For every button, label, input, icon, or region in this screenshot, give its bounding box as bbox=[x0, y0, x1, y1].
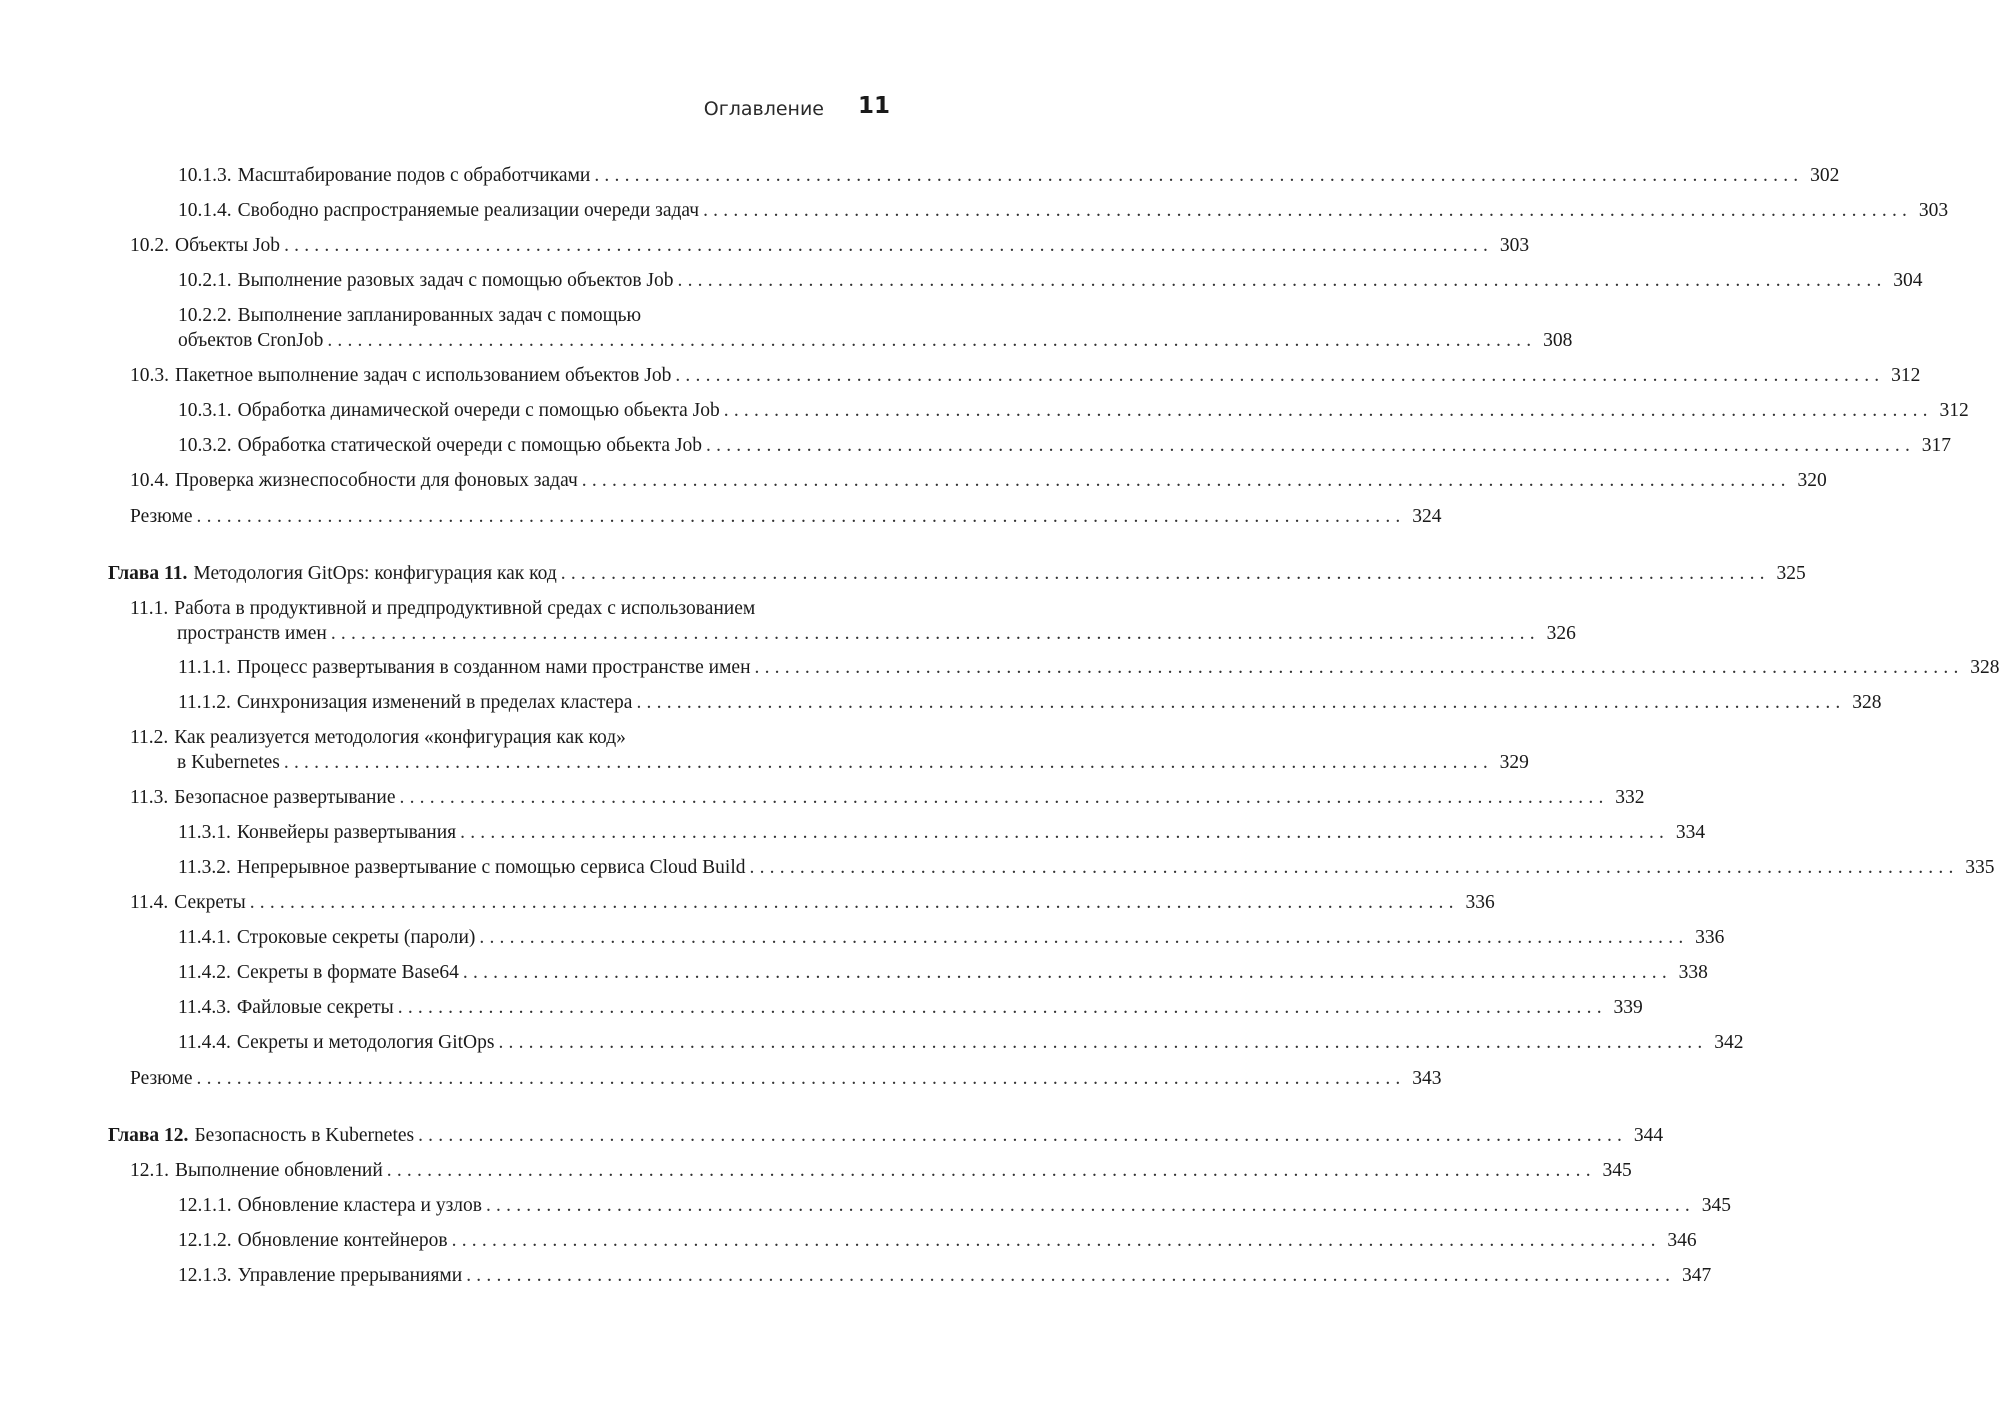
leader-dots: ........................................................................................................................ bbox=[462, 962, 1672, 983]
entry-page: 325 bbox=[1776, 563, 1806, 584]
entry-title: Свободно распространяемые реализации очереди задач bbox=[237, 200, 700, 221]
leader-dots: ........................................................................................................................ bbox=[677, 270, 1887, 291]
entry-title: Безопасное развертывание bbox=[174, 787, 396, 808]
entry-page: 345 bbox=[1701, 1195, 1731, 1216]
entry-title: Обновление кластера и узлов bbox=[237, 1195, 482, 1216]
entry-number: 12.1.2. bbox=[178, 1230, 232, 1251]
toc-entry[interactable] bbox=[108, 198, 1949, 223]
entry-title-line2: в Kubernetes bbox=[177, 752, 280, 773]
leader-dots: ........................................................................................................................ bbox=[594, 165, 1804, 186]
entry-page: 336 bbox=[1695, 927, 1725, 948]
entry-page: 347 bbox=[1681, 1265, 1712, 1286]
toc-entry[interactable] bbox=[108, 233, 1530, 258]
entry-page: 328 bbox=[1852, 692, 1882, 713]
entry-page: 332 bbox=[1615, 787, 1645, 808]
entry-title: Обработка динамической очереди с помощью обьекта Job bbox=[237, 400, 720, 421]
leader-dots: ........................................................................................................................ bbox=[399, 787, 1609, 808]
entry-number: 11.3.2. bbox=[178, 857, 231, 878]
entry-title: Строковые секреты (пароли) bbox=[236, 927, 476, 948]
entry-title: Выполнение разовых задач с помощью объектов Job bbox=[237, 270, 674, 291]
entry-number: 10.2.2. bbox=[178, 305, 232, 326]
entry-number: 10.1.4. bbox=[178, 200, 232, 221]
entry-title: Процесс развертывания в созданном нами пространстве имен bbox=[236, 657, 751, 678]
entry-page: 346 bbox=[1667, 1230, 1697, 1251]
leader-dots: ........................................................................................................................ bbox=[327, 330, 1537, 351]
toc-entry[interactable] bbox=[108, 596, 1576, 646]
entry-page: 308 bbox=[1543, 330, 1573, 351]
entry-number: 10.3.1. bbox=[178, 400, 232, 421]
toc-entry[interactable] bbox=[108, 363, 1921, 388]
chapter-title: Методология GitOps: конфигурация как код bbox=[193, 563, 557, 584]
entry-title-line2: объектов CronJob bbox=[178, 330, 324, 351]
entry-page: 335 bbox=[1965, 857, 1995, 878]
toc-entry[interactable] bbox=[108, 433, 1952, 458]
entry-title: Выполнение обновлений bbox=[175, 1160, 383, 1181]
entry-number: 11.4.1. bbox=[178, 927, 231, 948]
toc-entry[interactable] bbox=[108, 995, 1643, 1020]
entry-number: 11.1. bbox=[130, 598, 169, 619]
leader-dots: ........................................................................................................................ bbox=[560, 563, 1770, 584]
running-header-title: Оглавление bbox=[703, 98, 824, 120]
entry-number: 11.4.4. bbox=[178, 1032, 231, 1053]
toc-entry[interactable] bbox=[108, 960, 1708, 985]
entry-number: 10.3.2. bbox=[178, 435, 232, 456]
toc-entry[interactable] bbox=[108, 925, 1725, 950]
entry-page: 328 bbox=[1970, 657, 2000, 678]
entry-title: Объекты Job bbox=[175, 235, 281, 256]
leader-dots: ........................................................................................................................ bbox=[636, 692, 1846, 713]
entry-number: 10.2.1. bbox=[178, 270, 232, 291]
toc-entry-summary[interactable] bbox=[108, 504, 1442, 529]
entry-number: 11.2. bbox=[130, 727, 169, 748]
leader-dots: ........................................................................................................................ bbox=[249, 892, 1459, 913]
entry-page: 303 bbox=[1499, 235, 1530, 256]
toc-entry[interactable] bbox=[108, 820, 1706, 845]
leader-dots: ........................................................................................................................ bbox=[581, 470, 1791, 491]
toc-chapter[interactable] bbox=[108, 1123, 1664, 1148]
entry-number: 11.4.3. bbox=[178, 997, 231, 1018]
toc-entry[interactable] bbox=[108, 1193, 1731, 1218]
entry-title: Управление прерываниями bbox=[237, 1265, 463, 1286]
leader-dots: ........................................................................................................................ bbox=[723, 400, 1933, 421]
toc-entry[interactable] bbox=[108, 725, 1529, 775]
entry-page: 342 bbox=[1714, 1032, 1744, 1053]
entry-number: 11.4. bbox=[130, 892, 169, 913]
entry-number: 12.1. bbox=[130, 1160, 169, 1181]
leader-dots: ........................................................................................................................ bbox=[754, 657, 1964, 678]
entry-page: 326 bbox=[1546, 623, 1576, 644]
toc-entry[interactable] bbox=[108, 1228, 1697, 1253]
entry-title: Обработка статической очереди с помощью обьекта Job bbox=[237, 435, 703, 456]
entry-title-line1: Работа в продуктивной и предпродуктивной средах с использованием bbox=[174, 598, 756, 619]
toc-entry[interactable] bbox=[108, 1263, 1712, 1288]
entry-page: 336 bbox=[1465, 892, 1495, 913]
leader-dots: ........................................................................................................................ bbox=[675, 365, 1885, 386]
entry-page: 312 bbox=[1939, 400, 1969, 421]
entry-page: 329 bbox=[1499, 752, 1529, 773]
entry-number: 12.1.3. bbox=[178, 1265, 232, 1286]
toc-entry[interactable] bbox=[108, 163, 1840, 188]
entry-page: 334 bbox=[1675, 822, 1706, 843]
leader-dots: ........................................................................................................................ bbox=[485, 1195, 1695, 1216]
entry-number: 11.3.1. bbox=[178, 822, 231, 843]
leader-dots: ........................................................................................................................ bbox=[418, 1125, 1628, 1146]
entry-page: 345 bbox=[1602, 1160, 1632, 1181]
toc-entry[interactable] bbox=[108, 655, 2000, 680]
entry-page: 343 bbox=[1412, 1068, 1442, 1089]
entry-title: Пакетное выполнение задач с использованием объектов Job bbox=[175, 365, 672, 386]
leader-dots: ........................................................................................................................ bbox=[451, 1230, 1661, 1251]
toc-entry[interactable] bbox=[108, 398, 1969, 423]
toc-entry[interactable] bbox=[108, 268, 1923, 293]
leader-dots: ........................................................................................................................ bbox=[196, 506, 1406, 527]
entry-number: 11.3. bbox=[130, 787, 169, 808]
entry-title: Синхронизация изменений в пределах кластера bbox=[236, 692, 633, 713]
leader-dots: ........................................................................................................................ bbox=[703, 200, 1913, 221]
entry-title: Секреты bbox=[174, 892, 246, 913]
leader-dots: ........................................................................................................................ bbox=[283, 752, 1493, 773]
entry-title: Резюме bbox=[130, 506, 193, 527]
toc-entry[interactable] bbox=[108, 690, 1882, 715]
entry-page: 320 bbox=[1797, 470, 1827, 491]
running-header bbox=[108, 90, 890, 126]
entry-page: 303 bbox=[1918, 200, 1949, 221]
toc-entry[interactable] bbox=[108, 890, 1495, 915]
entry-title: Резюме bbox=[130, 1068, 193, 1089]
entry-page: 344 bbox=[1633, 1125, 1664, 1146]
toc-entry[interactable] bbox=[108, 1158, 1632, 1183]
toc-chapter[interactable] bbox=[108, 561, 1806, 586]
entry-number: 10.1.3. bbox=[178, 165, 232, 186]
leader-dots: ........................................................................................................................ bbox=[460, 822, 1670, 843]
entry-title: Непрерывное развертывание с помощью сервиса Cloud Build bbox=[236, 857, 746, 878]
toc-entry[interactable] bbox=[108, 303, 1573, 353]
entry-number: 12.1.1. bbox=[178, 1195, 232, 1216]
entry-title: Секреты и методология GitOps bbox=[236, 1032, 495, 1053]
entry-number: 10.4. bbox=[130, 470, 169, 491]
toc-entry[interactable] bbox=[108, 1030, 1744, 1055]
toc-entry[interactable] bbox=[108, 855, 1995, 880]
entry-page: 324 bbox=[1412, 506, 1442, 527]
toc-entry[interactable] bbox=[108, 785, 1645, 810]
chapter-title: Безопасность в Kubernetes bbox=[194, 1125, 415, 1146]
entry-page: 338 bbox=[1678, 962, 1708, 983]
leader-dots: ........................................................................................................................ bbox=[749, 857, 1959, 878]
entry-page: 317 bbox=[1921, 435, 1952, 456]
entry-title: Конвейеры развертывания bbox=[236, 822, 457, 843]
entry-title-line1: Как реализуется методология «конфигурация как код» bbox=[174, 727, 626, 748]
toc-entry[interactable] bbox=[108, 468, 1827, 493]
leader-dots: ........................................................................................................................ bbox=[196, 1068, 1406, 1089]
entry-number: 10.3. bbox=[130, 365, 169, 386]
entry-page: 339 bbox=[1613, 997, 1643, 1018]
entry-title: Обновление контейнеров bbox=[237, 1230, 448, 1251]
entry-number: 11.1.1. bbox=[178, 657, 231, 678]
entry-title: Секреты в формате Base64 bbox=[236, 962, 459, 983]
entry-title-line2: пространств имен bbox=[177, 623, 327, 644]
entry-title: Масштабирование подов с обработчиками bbox=[237, 165, 591, 186]
entry-number: 10.2. bbox=[130, 235, 169, 256]
entry-title: Проверка жизнеспособности для фоновых задач bbox=[175, 470, 578, 491]
leader-dots: ........................................................................................................................ bbox=[397, 997, 1607, 1018]
leader-dots: ........................................................................................................................ bbox=[706, 435, 1916, 456]
leader-dots: ........................................................................................................................ bbox=[284, 235, 1494, 256]
leader-dots: ........................................................................................................................ bbox=[466, 1265, 1676, 1286]
leader-dots: ........................................................................................................................ bbox=[498, 1032, 1708, 1053]
leader-dots: ........................................................................................................................ bbox=[330, 623, 1540, 644]
entry-page: 302 bbox=[1810, 165, 1840, 186]
toc-entry-summary[interactable] bbox=[108, 1066, 1442, 1091]
leader-dots: ........................................................................................................................ bbox=[386, 1160, 1596, 1181]
entry-page: 304 bbox=[1893, 270, 1923, 291]
page-number: 11 bbox=[857, 93, 890, 119]
entry-title: Файловые секреты bbox=[236, 997, 394, 1018]
chapter-label: Глава 12. bbox=[108, 1125, 189, 1146]
entry-number: 11.4.2. bbox=[178, 962, 231, 983]
entry-number: 11.1.2. bbox=[178, 692, 231, 713]
entry-title-line1: Выполнение запланированных задач с помощью bbox=[237, 305, 642, 326]
entry-page: 312 bbox=[1891, 365, 1921, 386]
chapter-label: Глава 11. bbox=[108, 563, 188, 584]
leader-dots: ........................................................................................................................ bbox=[479, 927, 1689, 948]
